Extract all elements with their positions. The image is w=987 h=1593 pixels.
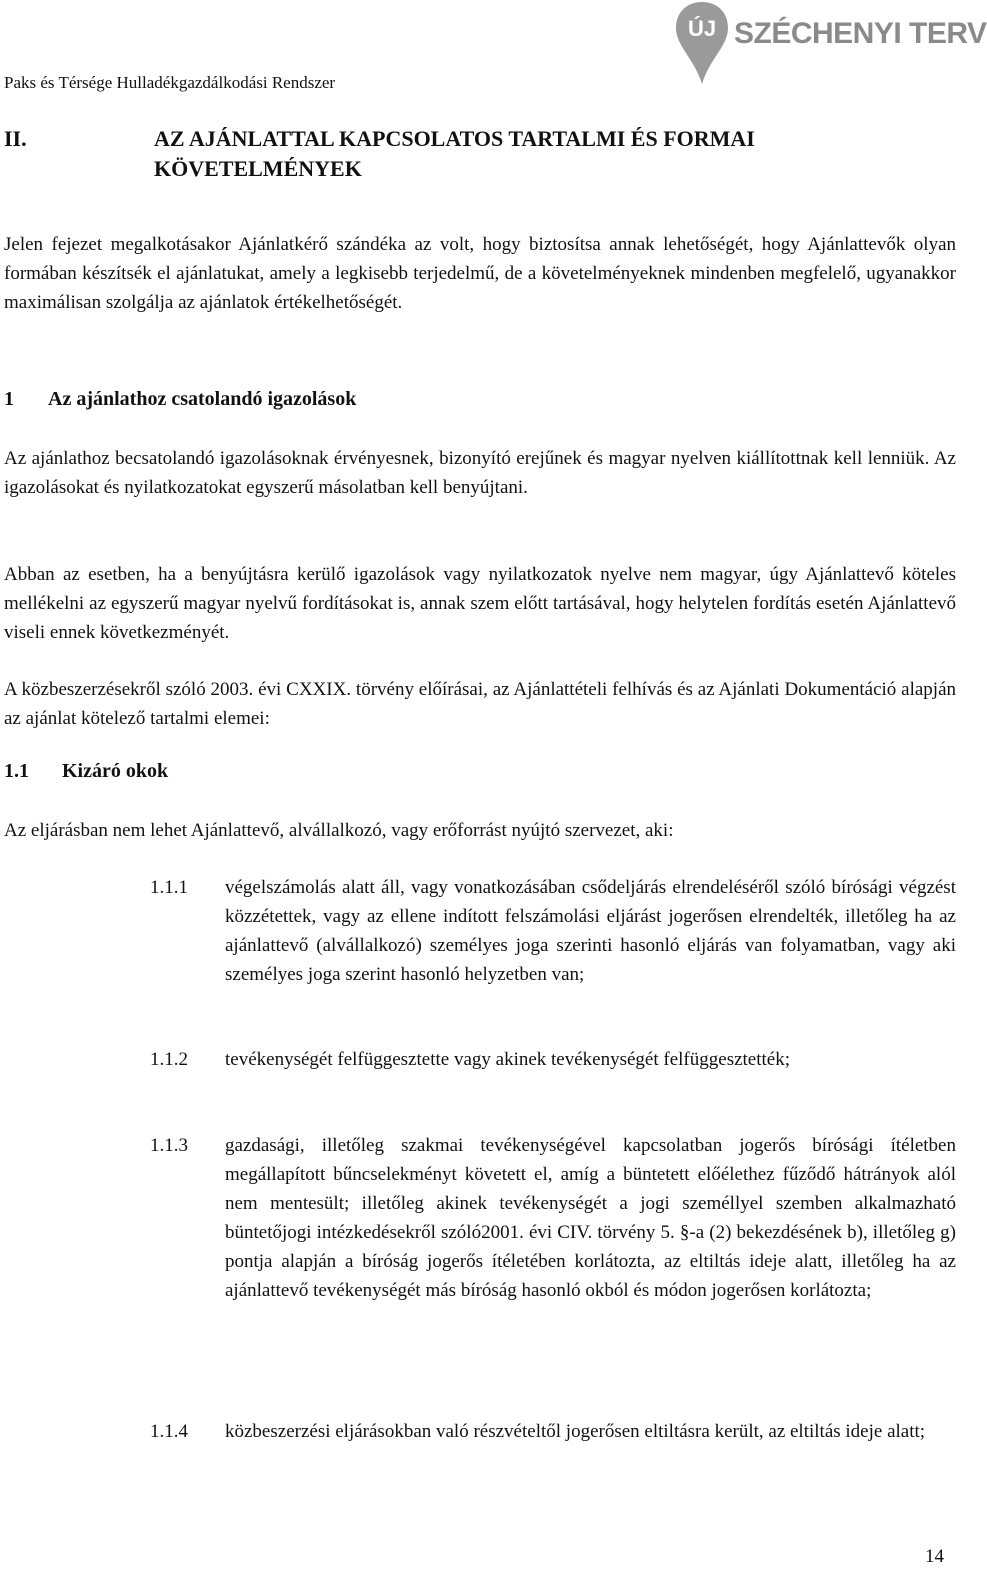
item-number: 1.1.1 — [150, 877, 188, 898]
item-number: 1.1.3 — [150, 1135, 188, 1156]
item-number: 1.1.2 — [150, 1049, 188, 1070]
item-number: 1.1.4 — [150, 1421, 188, 1442]
logo-letters: ÚJ — [687, 16, 717, 41]
intro-paragraph: Jelen fejezet megalkotásakor Ajánlatkérő szándéka az volt, hogy biztosítsa annak lehetőségét, hogy Ajánlattevők olyan formában készítsék el ajánlatukat, amely a legkisebb terjedelmű, de a követelményeknek mindenben megfelelő, ugyanakkor maximálisan szolgálja az ajánlatok értékelhetőségét. — [4, 234, 956, 313]
item-text: végelszámolás alatt áll, vagy vonatkozásában csődeljárás elrendeléséről szóló bírósági végzést közzétettek, vagy az ellene indított felszámolási eljárást jogerősen elrendelték, illetőleg ha az ajánlattevő (alvállalkozó) személyes joga szerinti hasonló eljárás van folyamatban, vagy aki személyes joga szerint hasonló helyzetben van; — [225, 877, 956, 985]
logo-text: SZÉCHENYI TERV — [734, 17, 987, 50]
page-number: 14 — [925, 1546, 944, 1567]
section-number: 1 — [4, 388, 14, 410]
paragraph: Abban az esetben, ha a benyújtásra kerülő igazolások vagy nyilatkozatok nyelve nem magyar, úgy Ajánlattevő köteles mellékelni az egyszerű magyar nyelvű fordításokat is, annak szem előtt tartásával, hogy helytelen fordítás esetén Ajánlattevő viseli ennek következményét. — [4, 564, 956, 643]
paragraph: Az eljárásban nem lehet Ajánlattevő, alvállalkozó, vagy erőforrást nyújtó szervezet, aki: — [4, 820, 674, 841]
subsection-heading — [4, 760, 169, 783]
document-header: Paks és Térsége Hulladékgazdálkodási Rendszer — [4, 73, 336, 92]
szechenyi-terv-logo — [674, 0, 987, 86]
logo-pin-icon — [674, 0, 730, 86]
item-text: gazdasági, illetőleg szakmai tevékenységével kapcsolatban jogerős bírósági ítéletben megállapított bűncselekményt követett el, amíg a büntetett előélethez fűződő hátrányok alól nem mentesült; illetőleg akinek tevékenységét a jogi személlyel szemben alkalmazható büntetőjogi intézkedésekről szóló2001. évi CIV. törvény 5. §-a (2) bekezdésének b), illetőleg g) pontja alapján a bíróság jogerős ítéletében korlátozta, az eltiltás ideje alatt, illetőleg ha az ajánlattevő tevékenységét más bíróság hasonló okból és módon jogerősen korlátozta; — [225, 1135, 956, 1301]
item-text: tevékenységét felfüggesztette vagy akinek tevékenységét felfüggesztették; — [225, 1049, 790, 1070]
item-text: közbeszerzési eljárásokban való részvételtől jogerősen eltiltásra került, az eltiltás ideje alatt; — [225, 1421, 926, 1442]
paragraph: A közbeszerzésekről szóló 2003. évi CXXIX. törvény előírásai, az Ajánlattételi felhívás és az Ajánlati Dokumentáció alapján az ajánlat kötelező tartalmi elemei: — [4, 679, 956, 729]
paragraph: Az ajánlathoz becsatolandó igazolásoknak érvényesnek, bizonyító erejűnek és magyar nyelven kiállítottnak kell lenniük. Az igazolásokat és nyilatkozatokat egyszerű másolatban kell benyújtani. — [4, 448, 956, 498]
subsection-number: 1.1 — [4, 760, 29, 782]
chapter-number: II. — [4, 126, 27, 151]
section-title: Az ajánlathoz csatolandó igazolások — [48, 388, 357, 410]
chapter-title: AZ AJÁNLATTAL KAPCSOLATOS TARTALMI ÉS FORMAI KÖVETELMÉNYEK — [154, 126, 755, 181]
subsection-title: Kizáró okok — [62, 760, 169, 782]
section-heading — [4, 388, 357, 411]
